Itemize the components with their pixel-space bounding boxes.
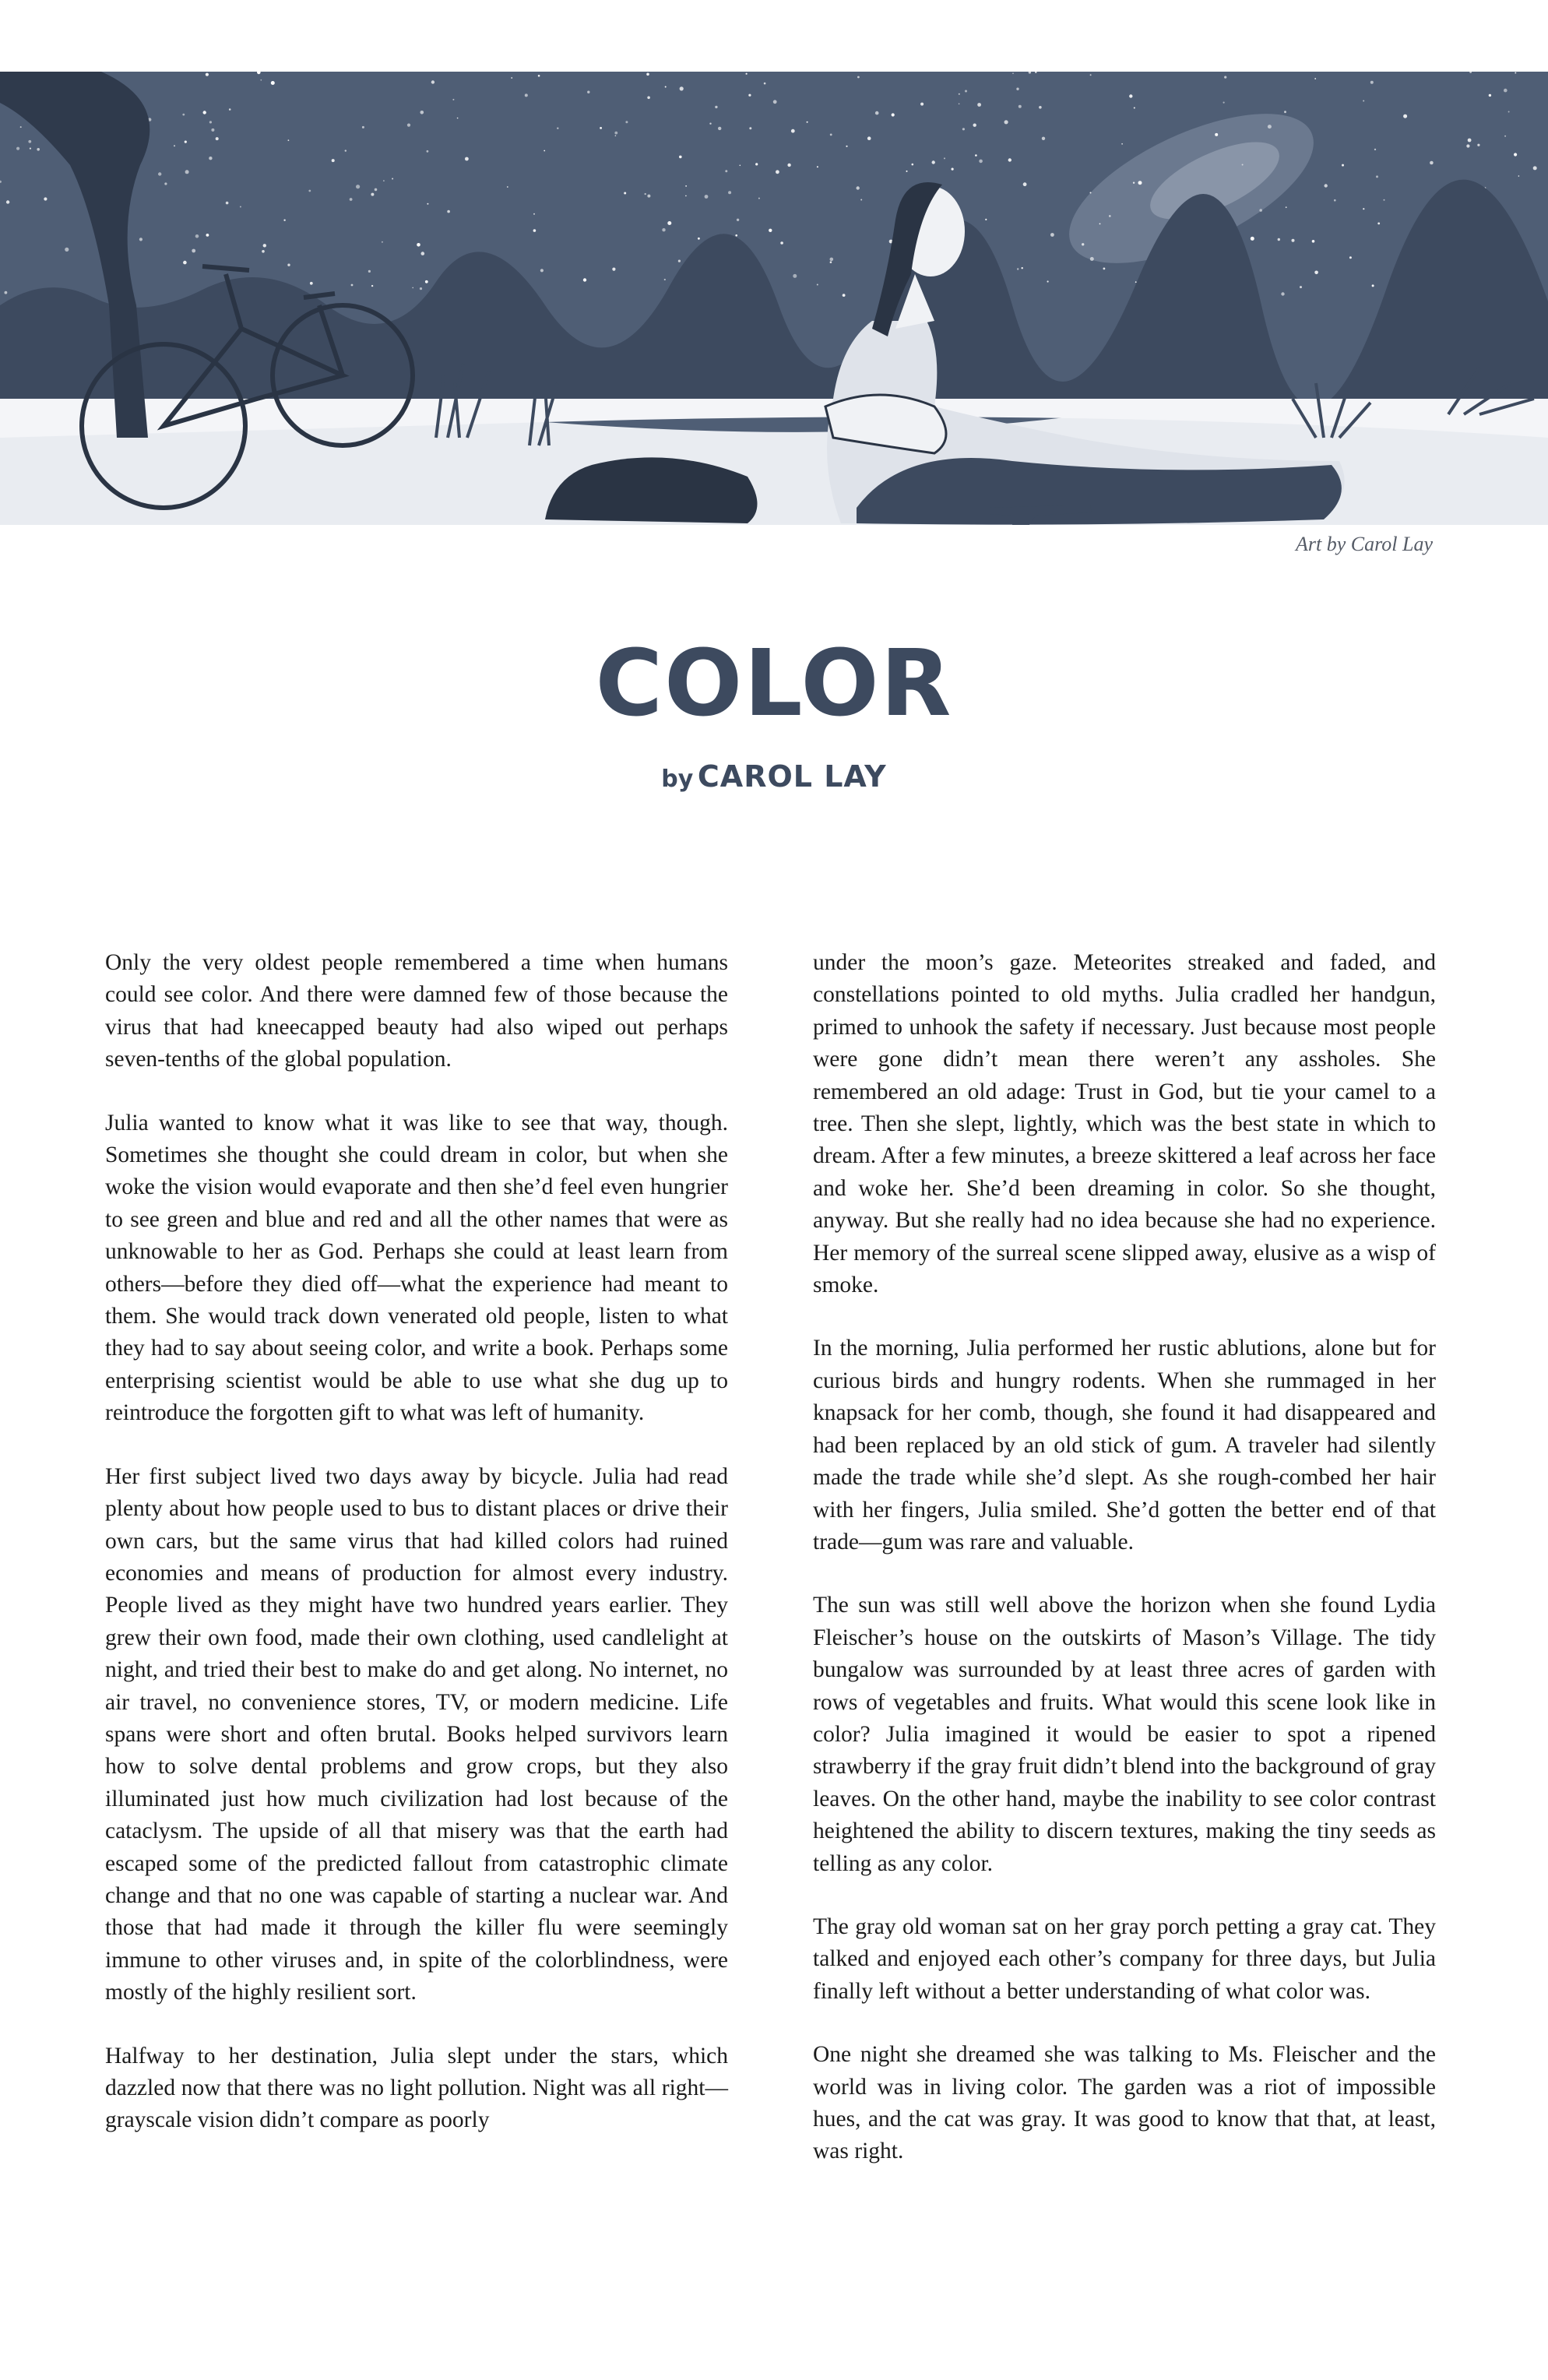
star-icon	[1259, 209, 1262, 212]
star-icon	[860, 199, 862, 201]
star-icon	[875, 111, 879, 115]
star-icon	[209, 157, 212, 160]
star-icon	[44, 197, 47, 200]
star-icon	[817, 284, 818, 286]
star-icon	[356, 185, 360, 188]
star-icon	[345, 150, 347, 151]
paragraph: Only the very oldest people remembered a time when humans could see color. And there were damned few of those because the virus that had kneecapped beauty had also wiped out perhaps seven-tenths of the global population.	[105, 950, 728, 1072]
star-icon	[511, 77, 512, 79]
star-icon	[755, 163, 758, 165]
paragraph: Halfway to her destination, Julia slept under the stars, which dazzled now that there was no light pollution. Night was all right—grayscale vision didn’t compare as poorly	[105, 2043, 728, 2133]
star-icon	[1376, 175, 1378, 178]
star-icon	[1292, 239, 1295, 242]
star-icon	[1468, 139, 1472, 143]
star-icon	[211, 129, 214, 132]
star-icon	[206, 234, 209, 237]
star-icon	[371, 285, 373, 287]
star-icon	[209, 121, 212, 123]
star-icon	[452, 99, 454, 100]
star-icon	[216, 137, 219, 140]
star-icon	[1129, 94, 1132, 97]
star-icon	[1508, 111, 1510, 113]
star-icon	[1363, 100, 1364, 102]
star-icon	[807, 121, 808, 123]
star-icon	[1022, 267, 1023, 269]
star-icon	[412, 287, 413, 289]
byline	[0, 759, 1548, 794]
star-icon	[192, 249, 195, 253]
star-icon	[679, 156, 682, 159]
star-icon	[263, 244, 266, 247]
star-icon	[1223, 102, 1225, 104]
star-icon	[1135, 281, 1137, 283]
star-icon	[698, 238, 700, 240]
star-icon	[912, 164, 914, 166]
star-icon	[685, 195, 687, 197]
star-icon	[457, 118, 459, 119]
star-icon	[427, 203, 428, 205]
star-icon	[1504, 136, 1506, 137]
star-icon	[664, 279, 666, 280]
star-icon	[262, 250, 265, 253]
star-icon	[240, 206, 241, 208]
star-icon	[427, 150, 429, 153]
star-icon	[6, 200, 9, 203]
star-icon	[718, 127, 721, 130]
star-icon	[776, 170, 779, 174]
star-icon	[20, 126, 22, 128]
star-icon	[830, 258, 834, 262]
star-icon	[392, 178, 393, 180]
star-icon	[420, 111, 424, 114]
star-icon	[959, 104, 960, 105]
star-icon	[1090, 74, 1092, 76]
star-icon	[420, 287, 422, 290]
star-icon	[158, 172, 161, 175]
star-icon	[959, 93, 960, 95]
star-icon	[310, 282, 313, 285]
star-icon	[1286, 206, 1287, 208]
star-icon	[685, 185, 687, 187]
star-icon	[857, 76, 860, 79]
star-icon	[985, 219, 987, 220]
star-icon	[538, 75, 540, 77]
paragraph: In the morning, Julia performed her rustic ablutions, alone but for curious birds and hungry rodents. When she rummaged in her knapsack for her comb, though, she found it had disappeared and had been replaced by an old stick of gum. A traveler had silently made the trade while she’d slept. As she rough-combed her hair with her fingers, Julia smiled. She’d gotten the better end of that trade—gum was rare and valuable.	[813, 1336, 1436, 1554]
star-icon	[1278, 238, 1280, 241]
star-icon	[28, 140, 31, 143]
star-icon	[417, 243, 420, 247]
star-icon	[1504, 89, 1508, 93]
star-icon	[614, 132, 617, 135]
star-icon	[183, 261, 187, 265]
star-icon	[1039, 106, 1042, 109]
star-icon	[1012, 72, 1014, 74]
star-icon	[5, 291, 8, 294]
star-icon	[962, 128, 965, 130]
star-icon	[1370, 81, 1374, 84]
star-icon	[749, 127, 751, 129]
star-icon	[525, 93, 528, 97]
star-icon	[1314, 78, 1316, 79]
star-icon	[1242, 164, 1244, 166]
star-icon	[973, 124, 976, 127]
star-icon	[507, 186, 508, 188]
star-icon	[1008, 158, 1011, 161]
star-icon	[857, 186, 860, 189]
paragraph: Julia wanted to know what it was like to see that way, though. Sometimes she thought she could dream in color, but when she woke the vision would evaporate and then she’d feel even hungrier to see green and blue and red and all the other names that were as unknowable to her as God. Perhaps she could at least learn from others—before they died off—what the experience had meant to them. She would track down venerated old people, listen to what they had to say about seeing color, and write a book. Perhaps some enterprising scientist would be able to use what she dug up to reintroduce the forgotten gift to what was left of humanity.	[105, 1110, 728, 1426]
star-icon	[185, 141, 187, 143]
star-icon	[791, 129, 795, 133]
star-icon	[65, 248, 69, 252]
star-icon	[139, 238, 142, 241]
star-icon	[332, 159, 335, 162]
star-icon	[830, 134, 832, 136]
star-icon	[1284, 111, 1286, 113]
paragraph: The gray old woman sat on her gray porch petting a gray cat. They talked and enjoyed each other’s company for three days, but Julia finally left without a better understanding of what color was.	[813, 1914, 1436, 2004]
star-icon	[1047, 280, 1049, 282]
star-icon	[308, 190, 311, 192]
star-icon	[1133, 182, 1135, 184]
byline-prefix: by	[661, 766, 694, 793]
paragraph: Her first subject lived two days away by bicycle. Julia had read plenty about how people used to bus to distant places or drive their own cars, but the same virus that had killed colors had ruined economies and means of production for almost every industry. People lived as they might have two hundred years earlier. They grew their own food, made their own clothing, used candlelight at night, and tried their best to make do and get along. No internet, no air travel, no convenience stores, TV, or modern medicine. Life spans were short and often brutal. Books helped survivors learn how to solve dental problems and grow crops, but they also illuminated just how much civilization had lost because of the cataclysm. The upside of all that misery was that the earth had escaped some of the predicted fallout from catastrophic climate change and that no one was capable of starting a nuclear war. And those that had made it through the killer flu were seemingly immune to other viruses and, in spite of the colorblindness, were mostly of the highly resilient sort.	[105, 1463, 728, 2005]
star-icon	[1430, 161, 1434, 165]
star-icon	[37, 148, 40, 151]
star-icon	[1016, 88, 1019, 90]
star-icon	[758, 198, 760, 199]
star-icon	[647, 195, 650, 198]
star-icon	[1374, 149, 1376, 150]
star-icon	[977, 103, 981, 107]
star-icon	[1334, 199, 1336, 202]
star-icon	[764, 83, 766, 85]
star-icon	[425, 280, 428, 283]
star-icon	[368, 270, 371, 273]
night-scene-illustration	[0, 72, 1548, 525]
star-icon	[746, 73, 748, 75]
star-icon	[1372, 284, 1374, 287]
star-icon	[1281, 292, 1284, 295]
story-title: COLOR	[595, 629, 953, 737]
star-icon	[615, 136, 617, 137]
star-icon	[182, 114, 185, 116]
star-icon	[1312, 240, 1315, 243]
star-icon	[1342, 164, 1344, 167]
star-icon	[780, 241, 783, 245]
star-icon	[715, 106, 717, 108]
star-icon	[1103, 268, 1106, 270]
star-icon	[1090, 192, 1092, 194]
star-icon	[1019, 105, 1022, 108]
star-icon	[769, 229, 772, 232]
star-icon	[1090, 257, 1094, 261]
star-icon	[260, 79, 262, 81]
star-icon	[906, 171, 908, 172]
star-icon	[1533, 166, 1537, 170]
star-icon	[271, 81, 275, 85]
star-icon	[407, 124, 410, 127]
star-icon	[1099, 224, 1101, 225]
star-icon	[600, 127, 602, 129]
star-icon	[174, 145, 175, 146]
star-icon	[612, 268, 615, 271]
star-icon	[1134, 107, 1135, 109]
star-icon	[1325, 184, 1328, 187]
star-icon	[185, 170, 189, 174]
star-icon	[1489, 94, 1491, 97]
star-icon	[1138, 181, 1142, 185]
star-icon	[1251, 237, 1254, 241]
paragraph: under the moon’s gaze. Meteorites streaked and faded, and constellations pointed to old myths. Julia cradled her handgun, primed to unhook the safety if necessary. Just because most people were gone didn’t mean there weren’t any assholes. She remembered an old adage: Trust in God, but tie your camel to a tree. Then she slept, lightly, which was the best state in which to dream. After a few minutes, a breeze skittered a leaf across her face and woke her. She’d been dreaming in color. So she thought, anyway. But she really had no idea because she had no experience. Her memory of the surreal scene slipped away, elusive as a wisp of smoke.	[813, 950, 1436, 1298]
star-icon	[1314, 271, 1318, 275]
star-icon	[728, 191, 731, 194]
star-icon	[1082, 243, 1084, 245]
star-icon	[1518, 175, 1520, 177]
star-icon	[725, 170, 727, 172]
star-icon	[965, 90, 967, 93]
star-icon	[735, 234, 737, 237]
star-icon	[362, 126, 364, 129]
star-icon	[646, 73, 649, 76]
star-icon	[952, 168, 954, 171]
star-icon	[1215, 133, 1218, 136]
star-icon	[421, 252, 425, 255]
star-icon	[1121, 143, 1123, 145]
star-icon	[1268, 125, 1272, 129]
star-icon	[1023, 182, 1027, 186]
star-icon	[30, 148, 31, 150]
paragraph: The sun was still well above the horizon when she found Lydia Fleischer’s house on the outskirts of Mason’s Village. The tidy bungalow was surrounded by at least three acres of garden with rows of vegetables and fruits. What would this scene look like in color? Julia imagined it would be easier to spot a ripened strawberry if the gray fruit didn’t blend into the background of gray leaves. On the other hand, maybe the inability to see color contrast heightened the ability to discern textures, making the tiny seeds as telling as any color.	[813, 1593, 1436, 1876]
star-icon	[625, 121, 628, 123]
star-icon	[665, 86, 667, 88]
star-icon	[1109, 215, 1111, 217]
star-icon	[1363, 208, 1364, 209]
star-icon	[740, 165, 741, 167]
star-icon	[226, 202, 229, 205]
star-icon	[351, 284, 354, 287]
star-icon	[709, 123, 711, 125]
star-icon	[1300, 286, 1302, 288]
star-icon	[737, 219, 739, 221]
star-icon	[447, 210, 450, 213]
star-icon	[16, 147, 19, 150]
star-icon	[583, 278, 586, 281]
star-icon	[867, 136, 871, 140]
star-icon	[793, 274, 797, 278]
star-icon	[195, 234, 199, 238]
star-icon	[203, 111, 206, 114]
star-icon	[557, 128, 558, 129]
star-icon	[1042, 137, 1045, 140]
star-icon	[431, 80, 434, 83]
star-icon	[705, 195, 709, 199]
star-icon	[1477, 144, 1479, 146]
star-icon	[1515, 72, 1516, 74]
paragraph: One night she dreamed she was talking to Ms. Fleischer and the world was in living color. The garden was a riot of impossible hues, and the cat was gray. It was good to know that that, at least, was right.	[813, 2042, 1436, 2164]
star-icon	[1050, 233, 1054, 237]
star-icon	[846, 146, 847, 147]
star-icon	[540, 269, 544, 272]
star-icon	[975, 154, 977, 157]
star-icon	[892, 113, 895, 116]
star-icon	[1349, 256, 1352, 259]
star-icon	[624, 192, 626, 195]
star-icon	[680, 86, 684, 90]
star-icon	[283, 220, 285, 221]
text-column-left	[105, 947, 728, 2168]
star-icon	[787, 164, 790, 167]
star-icon	[287, 264, 290, 266]
star-icon	[645, 193, 646, 195]
star-icon	[979, 160, 983, 164]
star-icon	[748, 94, 751, 97]
star-icon	[667, 221, 671, 225]
star-icon	[164, 182, 167, 185]
star-icon	[533, 229, 537, 232]
star-icon	[843, 294, 846, 297]
star-icon	[371, 193, 374, 196]
art-credit: Art by Carol Lay	[1296, 533, 1433, 555]
star-icon	[1017, 268, 1019, 269]
star-icon	[1384, 199, 1385, 201]
star-icon	[1224, 76, 1226, 79]
star-icon	[587, 91, 589, 93]
star-icon	[1514, 153, 1517, 156]
star-icon	[1004, 120, 1008, 124]
star-icon	[920, 103, 924, 106]
star-icon	[932, 160, 935, 164]
star-icon	[647, 97, 650, 100]
star-icon	[1403, 114, 1407, 118]
author-name: CAROL LAY	[697, 759, 887, 794]
star-icon	[1466, 144, 1469, 147]
star-icon	[229, 108, 231, 111]
star-icon	[206, 73, 209, 76]
star-icon	[533, 213, 535, 215]
star-icon	[830, 261, 832, 263]
text-column-right	[813, 947, 1436, 2199]
star-icon	[678, 260, 681, 262]
star-icon	[817, 166, 818, 167]
star-icon	[1377, 223, 1380, 225]
star-icon	[383, 180, 385, 181]
star-icon	[773, 100, 777, 104]
star-icon	[662, 228, 665, 231]
star-icon	[382, 241, 383, 243]
star-icon	[288, 139, 290, 141]
star-icon	[944, 157, 945, 159]
header-illustration	[0, 72, 1548, 525]
star-icon	[544, 150, 545, 152]
star-icon	[465, 157, 469, 161]
star-icon	[375, 188, 378, 192]
star-icon	[350, 198, 353, 201]
